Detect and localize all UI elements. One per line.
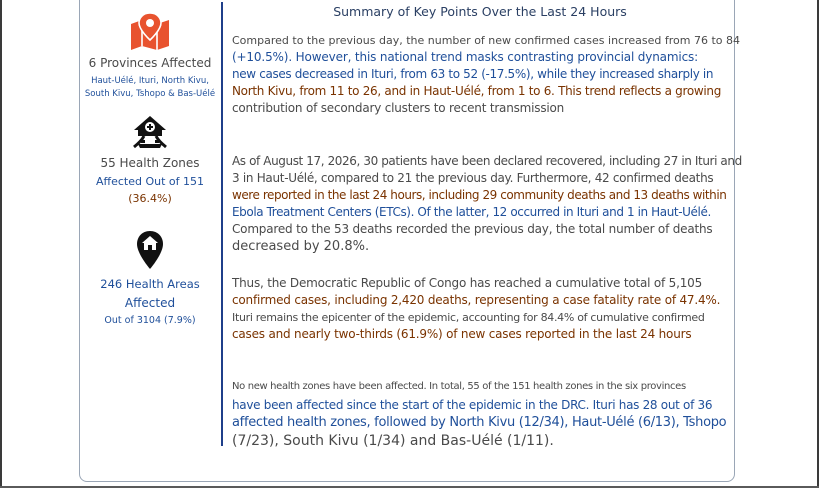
home-pin-icon: [80, 230, 220, 274]
provinces-count-label: 6 Provinces Affected: [88, 56, 212, 70]
paragraph-line: contribution of secondary clusters to recent transmission: [232, 101, 565, 115]
paragraph-line: North Kivu, from 11 to 26, and in Haut-Uélé, from 1 to 6. This trend reflects a growing: [232, 84, 722, 98]
health-zones-sub: Affected Out of 151: [95, 175, 204, 188]
health-areas-percent: Out of 3104 (7.9%): [104, 315, 196, 326]
hospital-icon: [80, 114, 220, 154]
paragraph-cumulative-totals: [232, 275, 728, 343]
paragraph-line: decreased by 20.8%.: [232, 239, 370, 254]
health-zones-percent: (36.4%): [128, 192, 172, 205]
paragraph-health-zones: [232, 378, 728, 450]
paragraph-line: Ituri remains the epicenter of the epidemic, accounting for 84.4% of cumulative confirmed: [232, 311, 705, 324]
window-edge-left: [0, 0, 2, 488]
paragraph-line: affected health zones, followed by North Kivu (12/34), Haut-Uélé (6/13), Tshopo: [232, 415, 727, 430]
paragraph-line: were reported in the last 24 hours, including 29 community deaths and 13 deaths within: [232, 188, 727, 202]
paragraph-line: confirmed cases, including 2,420 deaths, representing a case fatality rate of 47.4%.: [232, 293, 721, 307]
provinces-stat: [80, 12, 220, 101]
health-areas-stat: [80, 230, 220, 326]
paragraph-line: Thus, the Democratic Republic of Congo has reached a cumulative total of 5,105: [232, 276, 703, 290]
paragraph-line: No new health zones have been affected. In total, 55 of the 151 health zones in the six provinces: [232, 381, 686, 392]
provinces-list: [80, 75, 220, 101]
health-zones-count-label: 55 Health Zones: [100, 156, 200, 170]
health-areas-sub: Affected: [124, 296, 176, 310]
health-areas-count-label: 246 Health Areas: [100, 277, 200, 291]
paragraph-line: Compared to the previous day, the number of new confirmed cases increased from 76 to 84: [232, 34, 740, 47]
paragraph-case-trend: [232, 32, 740, 117]
health-zones-stat: [80, 114, 220, 205]
paragraph-line: Compared to the 53 deaths recorded the previous day, the total number of deaths: [232, 222, 713, 236]
paragraph-line: (7/23), South Kivu (1/34) and Bas-Uélé (1/11).: [232, 433, 554, 449]
summary-title: Summary of Key Points Over the Last 24 Hours: [333, 4, 627, 19]
map-pin-icon: [80, 12, 220, 54]
provinces-list-line: Haut-Uélé, Ituri, North Kivu,: [91, 76, 209, 86]
column-divider: [221, 2, 223, 446]
paragraph-line: new cases decreased in Ituri, from 63 to 52 (-17.5%), while they increased sharply in: [232, 67, 714, 81]
paragraph-line: Ebola Treatment Centers (ETCs). Of the latter, 12 occurred in Ituri and 1 in Haut-Uélé.: [232, 205, 711, 219]
paragraph-line: have been affected since the start of the epidemic in the DRC. Ituri has 28 out of 36: [232, 398, 713, 412]
paragraph-recoveries-deaths: [232, 153, 742, 255]
paragraph-line: (+10.5%). However, this national trend masks contrasting provincial dynamics:: [232, 50, 699, 64]
paragraph-line: As of August 17, 2026, 30 patients have been declared recovered, including 27 in Ituri and: [232, 154, 742, 168]
paragraph-line: cases and nearly two-thirds (61.9%) of new cases reported in the last 24 hours: [232, 327, 692, 341]
provinces-list-line: South Kivu, Tshopo & Bas-Uélé: [84, 89, 216, 99]
paragraph-line: 3 in Haut-Uélé, compared to 21 the previous day. Furthermore, 42 confirmed deaths: [232, 171, 714, 185]
